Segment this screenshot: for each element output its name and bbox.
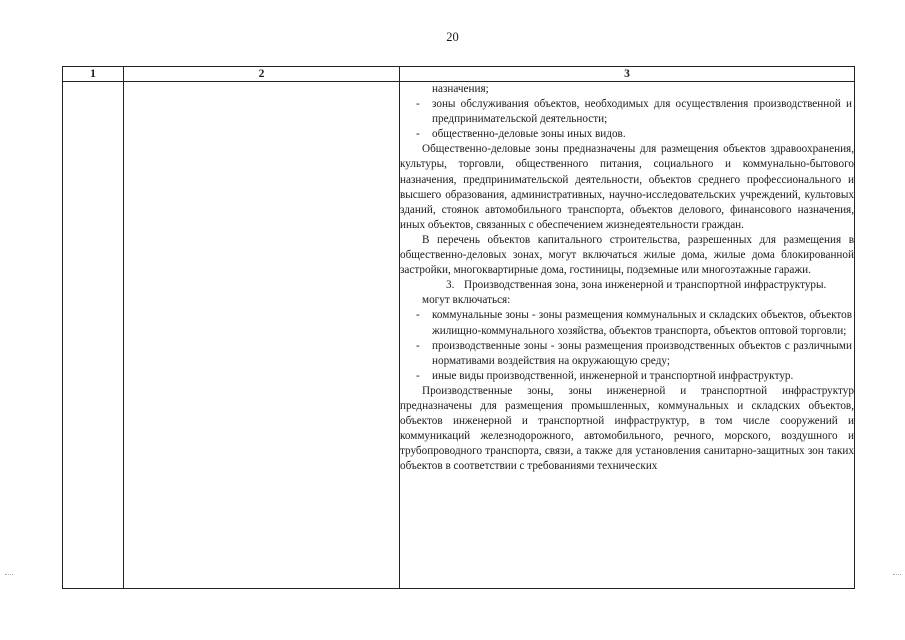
section-heading [400, 278, 854, 293]
document-table [62, 66, 855, 589]
table-header-row [63, 67, 855, 82]
paragraph: В перечень объектов капитального строительства, разрешенных для размещения в общественно-деловых зонах, могут включаться жилые дома, жилые дома блокированной застройки, многоквартирные дома, гостиницы, подземные или многоэтажные гаражи. [400, 233, 854, 277]
lead-text: могут включаться: [422, 294, 511, 307]
scan-edge-mark [893, 574, 901, 576]
continued-line: назначения; [432, 83, 489, 95]
cell-col3 [400, 82, 855, 589]
list-item: - коммунальные зоны - зоны размещения коммунальных и складских объектов, объектов жилищно-коммунального хозяйства, объектов транспорта, объектов оптовой торговли; [400, 308, 854, 338]
column-header-3: 3 [400, 67, 855, 82]
paragraph: Производственные зоны, зоны инженерной и транспортной инфраструктур предназначены для размещения промышленных, коммунальных и складских объектов, объектов инженерной и транспортной инфраструктур, в том числе сооружений и коммуникаций железнодорожного, автомобильного, речного, морского, воздушного и трубопроводного транспорта, связи, а также для установления санитарно-защитных зон таких объектов в соответствии с требованиями технических [400, 384, 854, 473]
paragraph: Общественно-деловые зоны предназначены для размещения объектов здравоохранения, культуры, торговли, общественного питания, социального и коммунально-бытового назначения, предпринимательской деятельности, объектов среднего профессионального и высшего образования, административных, научно-исследовательских учреждений, культовых зданий, стоянок автомобильного транспорта, объектов делового, финансового назначения, иных объектов, связанных с обеспечением жизнедеятельности граждан. [400, 143, 854, 231]
column-header-1: 1 [63, 67, 124, 82]
table-row [63, 82, 855, 589]
section-title: Производственная зона, зона инженерной и транспортной инфраструктуры. [464, 279, 827, 292]
page-number: 20 [446, 30, 459, 44]
cell-col2 [124, 82, 400, 589]
cell-col1 [63, 82, 124, 589]
column-header-2: 2 [124, 67, 400, 82]
list-item: - производственные зоны - зоны размещения производственных объектов с различными нормативами воздействия на окружающую среду; [400, 339, 854, 369]
list-item: - зоны обслуживания объектов, необходимых для осуществления производственной и предпринимательской деятельности; [400, 97, 854, 127]
section-number: 3. [446, 279, 455, 292]
list-item: - общественно-деловые зоны иных видов. [400, 127, 854, 142]
scan-edge-mark [5, 574, 13, 576]
list-item: - иные виды производственной, инженерной и транспортной инфраструктур. [400, 369, 854, 384]
